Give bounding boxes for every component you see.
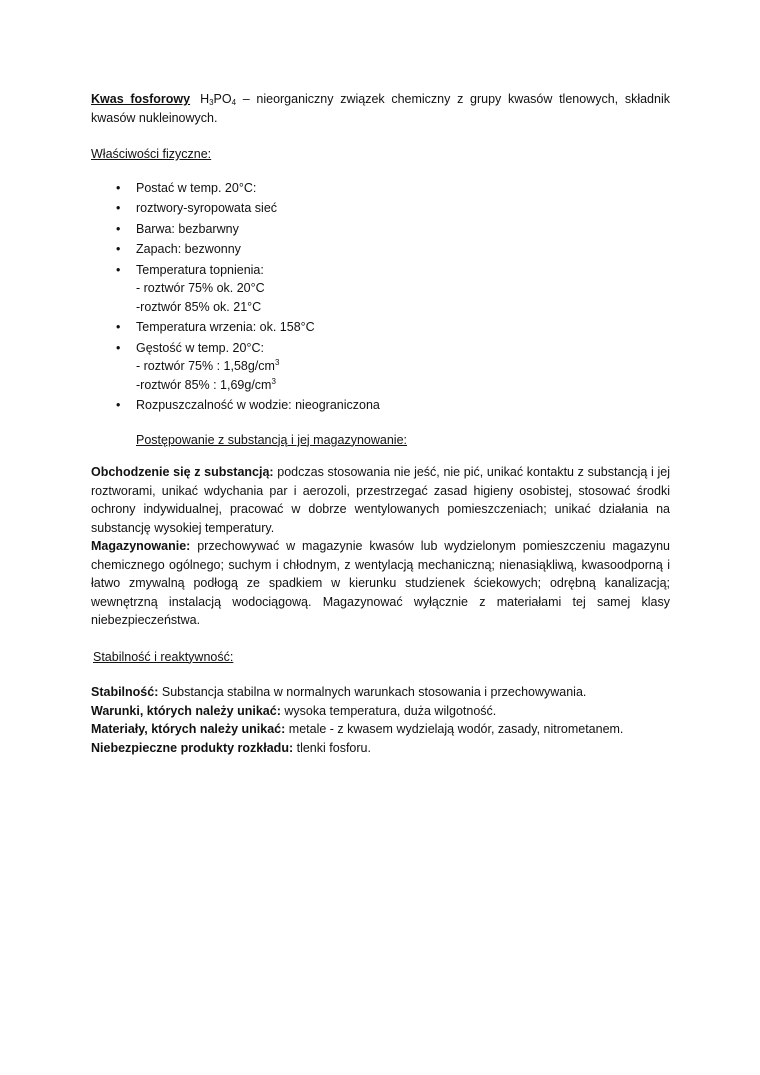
sub-line: -roztwór 85% : $1,69g/cm^3$ <box>136 376 276 392</box>
bullet-icon: • <box>116 340 121 355</box>
storage-text: przechowywać w magazynie kwasów lub wydzielonym pomieszczeniu magazynu chemicznego ogólnego; suchym i chłodnym, z wentylacją mechaniczną; nienasiąkliwą, kwasoodporną i łatwo zmywalną podłogą ze spadkiem w kierunku studzienek ściekowych; odrębną kanalizacją; wewnętrzną instalacją wodociągową. Magazynować wyłącznie z materiałami tej samej klasy niebezpieczeństwa. <box>91 539 670 627</box>
list-item: • Zapach: bezwonny <box>91 240 670 259</box>
stability-line: Materiały, których należy unikać: metale - z kwasem wydzielają wodór, zasady, nitrometanem. <box>91 722 624 736</box>
list-item: • Rozpuszczalność w wodzie: nieograniczona <box>91 396 670 415</box>
list-item: • Temperatura wrzenia: ok. 158°C <box>91 318 670 337</box>
bullet-icon: • <box>116 262 121 277</box>
bullet-icon: • <box>116 398 121 412</box>
intro-paragraph <box>91 90 670 127</box>
intro-text: – nieorganiczny związek chemiczny z grupy kwasów tlenowych, składnik kwasów nukleinowych. <box>91 92 670 125</box>
stability-heading: Stabilność i reaktywność: <box>93 649 234 664</box>
handling-text: podczas stosowania nie jeść, nie pić, unikać kontaktu z substancją i jej roztworami, unikać wdychania par i aerozoli, przestrzegać zasad higieny osobistej, stosować środki ochrony indywidualnej, pracować w dobrze wentylowanych pomieszczeniach; unikać działania na substancję wysokiej temperatury. <box>91 465 670 535</box>
sub-line: - roztwór 75% ok. 20°C <box>136 281 265 295</box>
stability-line: Stabilność: Substancja stabilna w normalnych warunkach stosowania i przechowywania. <box>91 685 587 699</box>
physical-properties-heading: Właściwości fizyczne: <box>91 147 212 161</box>
stability-line: Warunki, których należy unikać: wysoka temperatura, duża wilgotność. <box>91 703 497 718</box>
handling-label: Obchodzenie się z substancją: <box>91 465 274 479</box>
storage-label: Magazynowanie: <box>91 539 191 553</box>
sub-line: -roztwór 85% ok. 21°C <box>136 299 262 314</box>
chemical-formula: $H_3PO_4$ <box>200 92 237 107</box>
list-item: • roztwory-syropowata sieć <box>91 199 670 218</box>
physical-properties-list <box>91 179 670 415</box>
sub-line: - roztwór 75% : $1,58g/cm^3$ <box>136 358 280 373</box>
document-page <box>91 90 670 757</box>
list-item: • Gęstość w temp. 20°C: - roztwór 75% : $1,58g/cm^3$ -roztwór 85% : $1,69g/cm^3$ <box>91 339 670 395</box>
stability-block <box>91 683 670 757</box>
bullet-icon: • <box>116 242 121 256</box>
bullet-icon: • <box>116 320 121 334</box>
bullet-icon: • <box>116 180 121 195</box>
bullet-icon: • <box>116 221 121 236</box>
storage-paragraph <box>91 537 670 630</box>
handling-paragraph <box>91 463 670 537</box>
term-title: Kwas fosforowy <box>91 92 191 106</box>
list-item: • Temperatura topnienia: - roztwór 75% ok. 20°C -roztwór 85% ok. 21°C <box>91 261 670 317</box>
stability-line: Niebezpieczne produkty rozkładu: tlenki fosforu. <box>91 740 371 755</box>
list-item: • Barwa: bezbarwny <box>91 220 670 239</box>
handling-heading: Postępowanie z substancją i jej magazynowanie: <box>136 432 407 447</box>
bullet-icon: • <box>116 201 121 215</box>
list-item: • Postać w temp. 20°C: <box>91 179 670 198</box>
